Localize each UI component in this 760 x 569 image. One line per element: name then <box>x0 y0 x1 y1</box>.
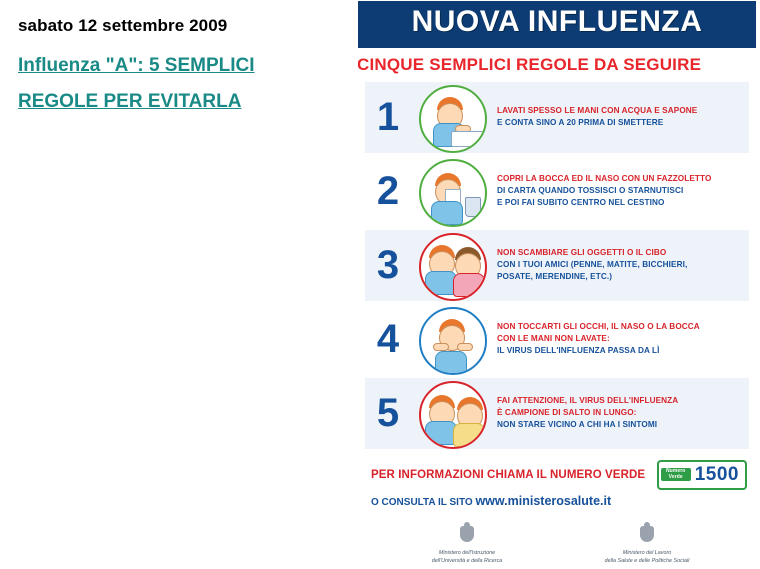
crest-icon <box>637 522 657 546</box>
rule-row <box>365 156 749 227</box>
rule-row <box>365 230 749 301</box>
rule-text-line: COPRI LA BOCCA ED IL NASO CON UN FAZZOLETTO <box>497 174 712 184</box>
ministry-logo <box>577 522 717 565</box>
illustration-circle <box>419 381 487 449</box>
green-number-badge <box>657 460 747 490</box>
poster-image <box>352 0 760 569</box>
rule-text-line: E CONTA SINO A 20 PRIMA DI SMETTERE <box>497 118 664 127</box>
rule-illustration-distance <box>411 380 497 446</box>
rule-text-line: NON STARE VICINO A CHI HA I SINTOMI <box>497 419 658 429</box>
figure-body <box>435 351 467 375</box>
rule-illustration-sharing <box>411 232 497 298</box>
poster-header <box>357 0 757 48</box>
crest-shield <box>460 526 474 542</box>
rule-text <box>497 105 749 129</box>
rule-row <box>365 304 749 375</box>
slide-text-column <box>0 0 352 569</box>
rules-list <box>357 78 757 449</box>
poster-bottom-bar <box>357 564 757 569</box>
ministry-name-line-2: della Salute e delle Politiche Sociali <box>604 557 690 564</box>
info-call-text: PER INFORMAZIONI CHIAMA IL NUMERO VERDE <box>371 468 646 481</box>
rule-number: 5 <box>376 391 400 435</box>
figure-body <box>453 273 485 297</box>
rule-text-line: IL VIRUS DELL'INFLUENZA PASSA DA LÌ <box>497 345 660 355</box>
poster-subtitle: CINQUE SEMPLICI REGOLE DA SEGUIRE <box>357 52 757 78</box>
slide-date: sabato 12 settembre 2009 <box>18 16 228 35</box>
headline-line-1: Influenza "A": 5 SEMPLICI <box>18 55 255 76</box>
rule-text-line: NON TOCCARTI GLI OCCHI, IL NASO O LA BOCCA <box>497 322 700 332</box>
rule-text-line: POSATE, MERENDINE, ETC.) <box>497 271 613 281</box>
rule-text <box>497 395 749 431</box>
illustration-circle <box>419 307 487 375</box>
poster-subtitle-wrap <box>357 52 757 78</box>
info-band <box>357 452 757 512</box>
rule-number: 1 <box>376 95 400 139</box>
figure-body <box>453 423 485 447</box>
rule-text <box>497 321 749 357</box>
info-call-line <box>371 460 747 490</box>
figure-arm <box>433 343 449 351</box>
rule-illustration-handwashing <box>411 84 497 150</box>
info-site-url: www.ministerosalute.it <box>475 493 612 508</box>
sink-shape <box>451 131 487 147</box>
rule-text-line: NON SCAMBIARE GLI OGGETTI O IL CIBO <box>497 248 667 258</box>
rule-text-line: DI CARTA QUANDO TOSSISCI O STARNUTISCI <box>497 186 684 196</box>
green-number-tag: Numero Verde <box>661 468 691 481</box>
poster-title: NUOVA INFLUENZA <box>411 5 703 38</box>
rule-text <box>497 173 749 209</box>
ministry-name-line-1: Ministero dell'Istruzione <box>438 549 496 556</box>
crest-icon <box>457 522 477 546</box>
green-number-digits: 1500 <box>694 463 739 485</box>
rule-text-line: LAVATI SPESSO LE MANI CON ACQUA E SAPONE <box>497 106 698 116</box>
headline-line-2: REGOLE PER EVITARLA <box>18 91 242 113</box>
info-site-prefix: O CONSULTA IL SITO <box>371 496 476 508</box>
bin-shape <box>465 197 481 217</box>
poster-canvas <box>357 0 757 569</box>
ministry-name-line-1: Ministero del Lavoro <box>622 549 672 556</box>
figure-body <box>431 201 463 225</box>
rule-illustration-face-touch <box>411 306 497 372</box>
illustration-circle <box>419 85 487 153</box>
ministry-name-line-2: dell'Università e della Ricerca <box>431 557 503 564</box>
rule-row <box>365 82 749 153</box>
rule-text-line: FAI ATTENZIONE, IL VIRUS DELL'INFLUENZA <box>497 396 679 406</box>
ministry-logos <box>357 512 757 569</box>
rule-number: 3 <box>376 243 400 287</box>
illustration-circle <box>419 233 487 301</box>
illustration-circle <box>419 159 487 227</box>
rule-illustration-tissue <box>411 158 497 224</box>
rule-row <box>365 378 749 449</box>
rule-number: 4 <box>376 317 400 361</box>
page-title <box>18 48 342 120</box>
figure-arm <box>457 343 473 351</box>
rule-text-line: E POI FAI SUBITO CENTRO NEL CESTINO <box>497 197 665 207</box>
ministry-logo <box>397 522 537 565</box>
rule-text <box>497 247 749 283</box>
rule-text-line: CON I TUOI AMICI (PENNE, MATITE, BICCHIERI, <box>497 260 688 270</box>
info-site-line <box>371 494 747 508</box>
rule-number: 2 <box>376 169 400 213</box>
rule-text-line: È CAMPIONE DI SALTO IN LUNGO: <box>497 408 637 418</box>
rule-text-line: CON LE MANI NON LAVATE: <box>497 334 610 344</box>
crest-shield <box>640 526 654 542</box>
